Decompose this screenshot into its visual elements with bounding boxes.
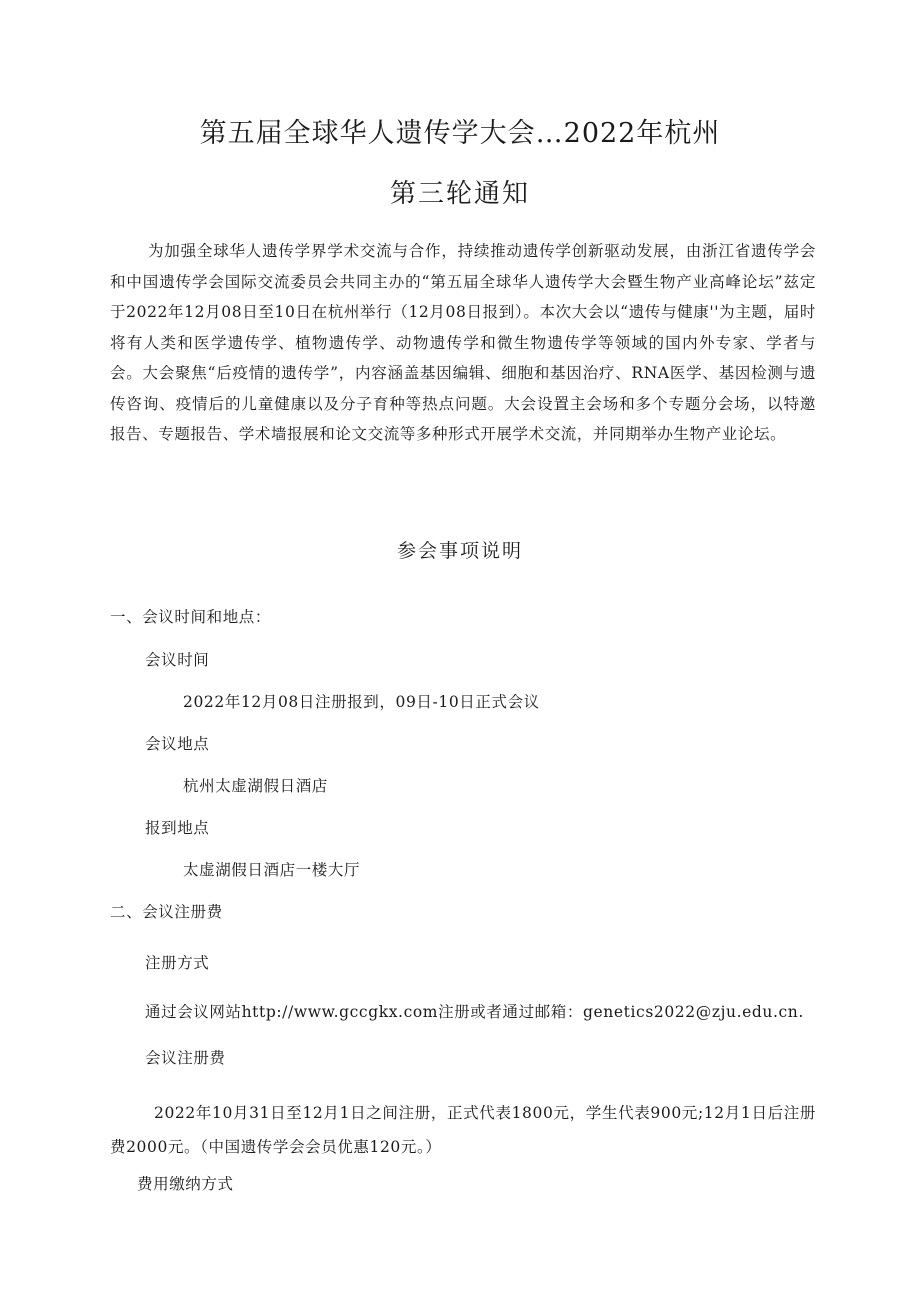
document-title: 第五届全球华人遗传学大会…2022年杭州 [199,118,721,149]
checkin-value: 太虚湖假日酒店一楼大厅 [183,861,361,879]
payment-method-label: 费用缴纳方式 [137,1175,234,1193]
registration-method-label: 注册方式 [145,954,210,972]
intro-paragraph: 为加强全球华人遗传学界学术交流与合作，持续推动遗传学创新驱动发展，由浙江省遗传学会和中国遗传学会国际交流委员会共同主办的“第五届全球华人遗传学大会暨生物产业高峰论坛”兹定于2022年12月08日至10日在杭州举行（12月08日报到）。本次大会以“遗传与健康''为主题，届时将有人类和医学遗传学、植物遗传学、动物遗传学和微生物遗传学等领域的国内外专家、学者与会。大会聚焦“后疫情的遗传学”，内容涵盖基因编辑、细胞和基因治疗、RNA医学、基因检测与遗传咨询、疫情后的儿童健康以及分子育种等热点问题。大会设置主会场和多个专题分会场，以特邀报告、专题报告、学术墙报展和论文交流等多种形式开展学术交流，并同期举办生物产业论坛。 [110,242,816,443]
registration-fee-paragraph: 2022年10月31日至12月1日之间注册，正式代表1800元，学生代表900元;12月1日后注册费2000元。（中国遗传学会会员优惠120元。） [110,1104,816,1156]
section1-heading: 一、会议时间和地点： [110,608,272,626]
meeting-time-label: 会议时间 [145,651,210,669]
checkin-label: 报到地点 [145,819,210,837]
registration-method-value: 通过会议网站http://www.gccgkx.com注册或者通过邮箱：genetics2022@zju.edu.cn. [145,1003,804,1021]
document-subtitle: 第三轮通知 [389,179,530,209]
meeting-venue-label: 会议地点 [145,735,210,753]
meeting-time-value: 2022年12月08日注册报到，09日-10日正式会议 [183,693,540,711]
registration-fee-label: 会议注册费 [145,1049,226,1067]
meeting-venue-value: 杭州太虚湖假日酒店 [183,777,328,795]
section2-heading: 二、会议注册费 [110,903,223,921]
section-title: 参会事项说明 [396,540,523,562]
